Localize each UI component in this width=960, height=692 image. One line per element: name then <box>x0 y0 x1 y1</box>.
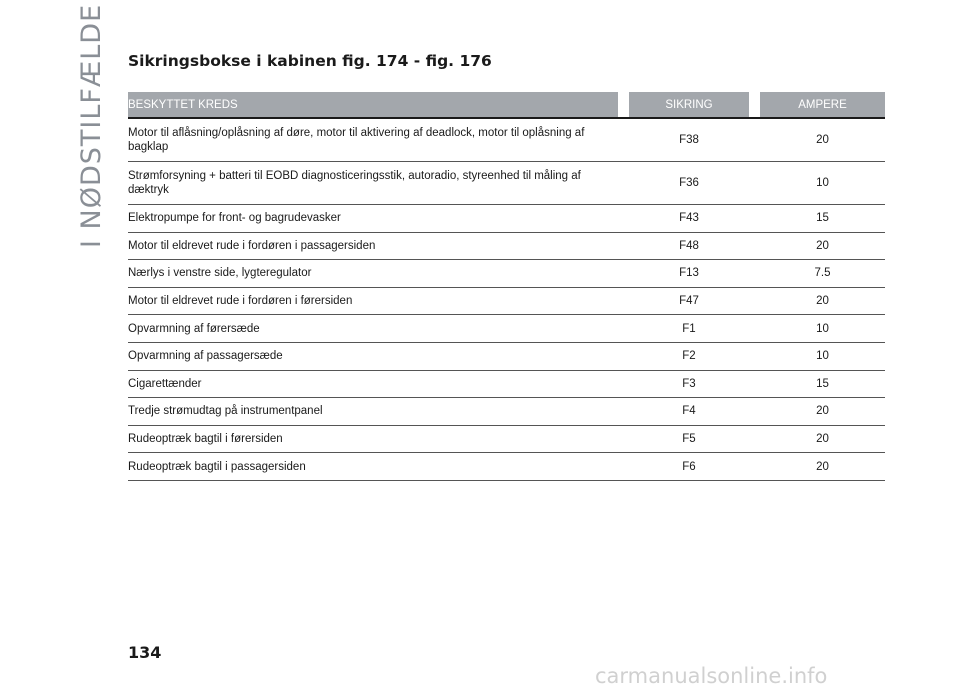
table-row <box>128 453 885 481</box>
cell-ampere: 10 <box>816 350 829 363</box>
cell-ampere: 20 <box>816 433 829 446</box>
header-fuse: SIKRING <box>629 92 749 117</box>
table-row <box>128 260 885 288</box>
cell-circuit: Motor til aflåsning/oplåsning af døre, motor til aktivering af deadlock, motor til oplåsning af bagklap <box>128 127 585 153</box>
cell-ampere: 10 <box>816 322 829 335</box>
table-row <box>128 315 885 343</box>
cell-circuit: Motor til eldrevet rude i fordøren i passagersiden <box>128 239 376 252</box>
cell-ampere: 10 <box>816 177 829 189</box>
cell-fuse: F13 <box>679 267 699 280</box>
cell-ampere: 7.5 <box>814 267 831 280</box>
cell-circuit: Cigarettænder <box>128 377 202 390</box>
table-header <box>128 92 885 117</box>
cell-circuit: Strømforsyning + batteri til EOBD diagnosticeringsstik, autoradio, styreenhed til måling af dæktryk <box>128 170 581 196</box>
cell-ampere: 20 <box>816 460 829 473</box>
cell-fuse: F3 <box>682 377 696 390</box>
cell-ampere: 20 <box>816 239 829 252</box>
cell-fuse: F38 <box>679 134 699 146</box>
cell-circuit: Motor til eldrevet rude i fordøren i førersiden <box>128 295 353 308</box>
cell-circuit: Nærlys i venstre side, lygteregulator <box>128 267 312 280</box>
cell-fuse: F48 <box>679 239 699 252</box>
cell-fuse: F1 <box>682 322 696 335</box>
cell-ampere: 20 <box>816 295 829 308</box>
table-row <box>128 119 885 162</box>
table-row <box>128 162 885 205</box>
cell-fuse: F5 <box>682 433 696 446</box>
cell-circuit: Rudeoptræk bagtil i passagersiden <box>128 460 306 473</box>
table-row <box>128 205 885 233</box>
section-side-label: I NØDSTILFÆLDE <box>76 3 107 248</box>
table-row <box>128 343 885 371</box>
cell-fuse: F6 <box>682 460 696 473</box>
watermark: carmanualsonline.info <box>595 664 828 688</box>
page-title: Sikringsbokse i kabinen fig. 174 - fig. 176 <box>128 52 492 70</box>
cell-fuse: F36 <box>679 177 699 189</box>
table-row <box>128 371 885 399</box>
table-row <box>128 233 885 261</box>
cell-ampere: 15 <box>816 377 829 390</box>
cell-circuit: Rudeoptræk bagtil i førersiden <box>128 433 283 446</box>
cell-circuit: Elektropumpe for front- og bagrudevasker <box>128 212 341 225</box>
cell-circuit: Tredje strømudtag på instrumentpanel <box>128 405 323 418</box>
cell-ampere: 15 <box>816 212 829 225</box>
header-circuit <box>128 92 618 117</box>
cell-fuse: F43 <box>679 212 699 225</box>
cell-circuit: Opvarmning af førersæde <box>128 322 260 335</box>
cell-circuit: Opvarmning af passagersæde <box>128 350 283 363</box>
cell-fuse: F4 <box>682 405 696 418</box>
header-circuit-label: BESKYTTET KREDS <box>128 98 238 111</box>
cell-fuse: F47 <box>679 295 699 308</box>
page-number: 134 <box>128 643 162 662</box>
cell-fuse: F2 <box>682 350 696 363</box>
table-row <box>128 288 885 316</box>
cell-ampere: 20 <box>816 134 829 146</box>
header-ampere: AMPERE <box>760 92 885 117</box>
table-row <box>128 426 885 454</box>
fuse-table <box>128 92 885 481</box>
cell-ampere: 20 <box>816 405 829 418</box>
table-row <box>128 398 885 426</box>
